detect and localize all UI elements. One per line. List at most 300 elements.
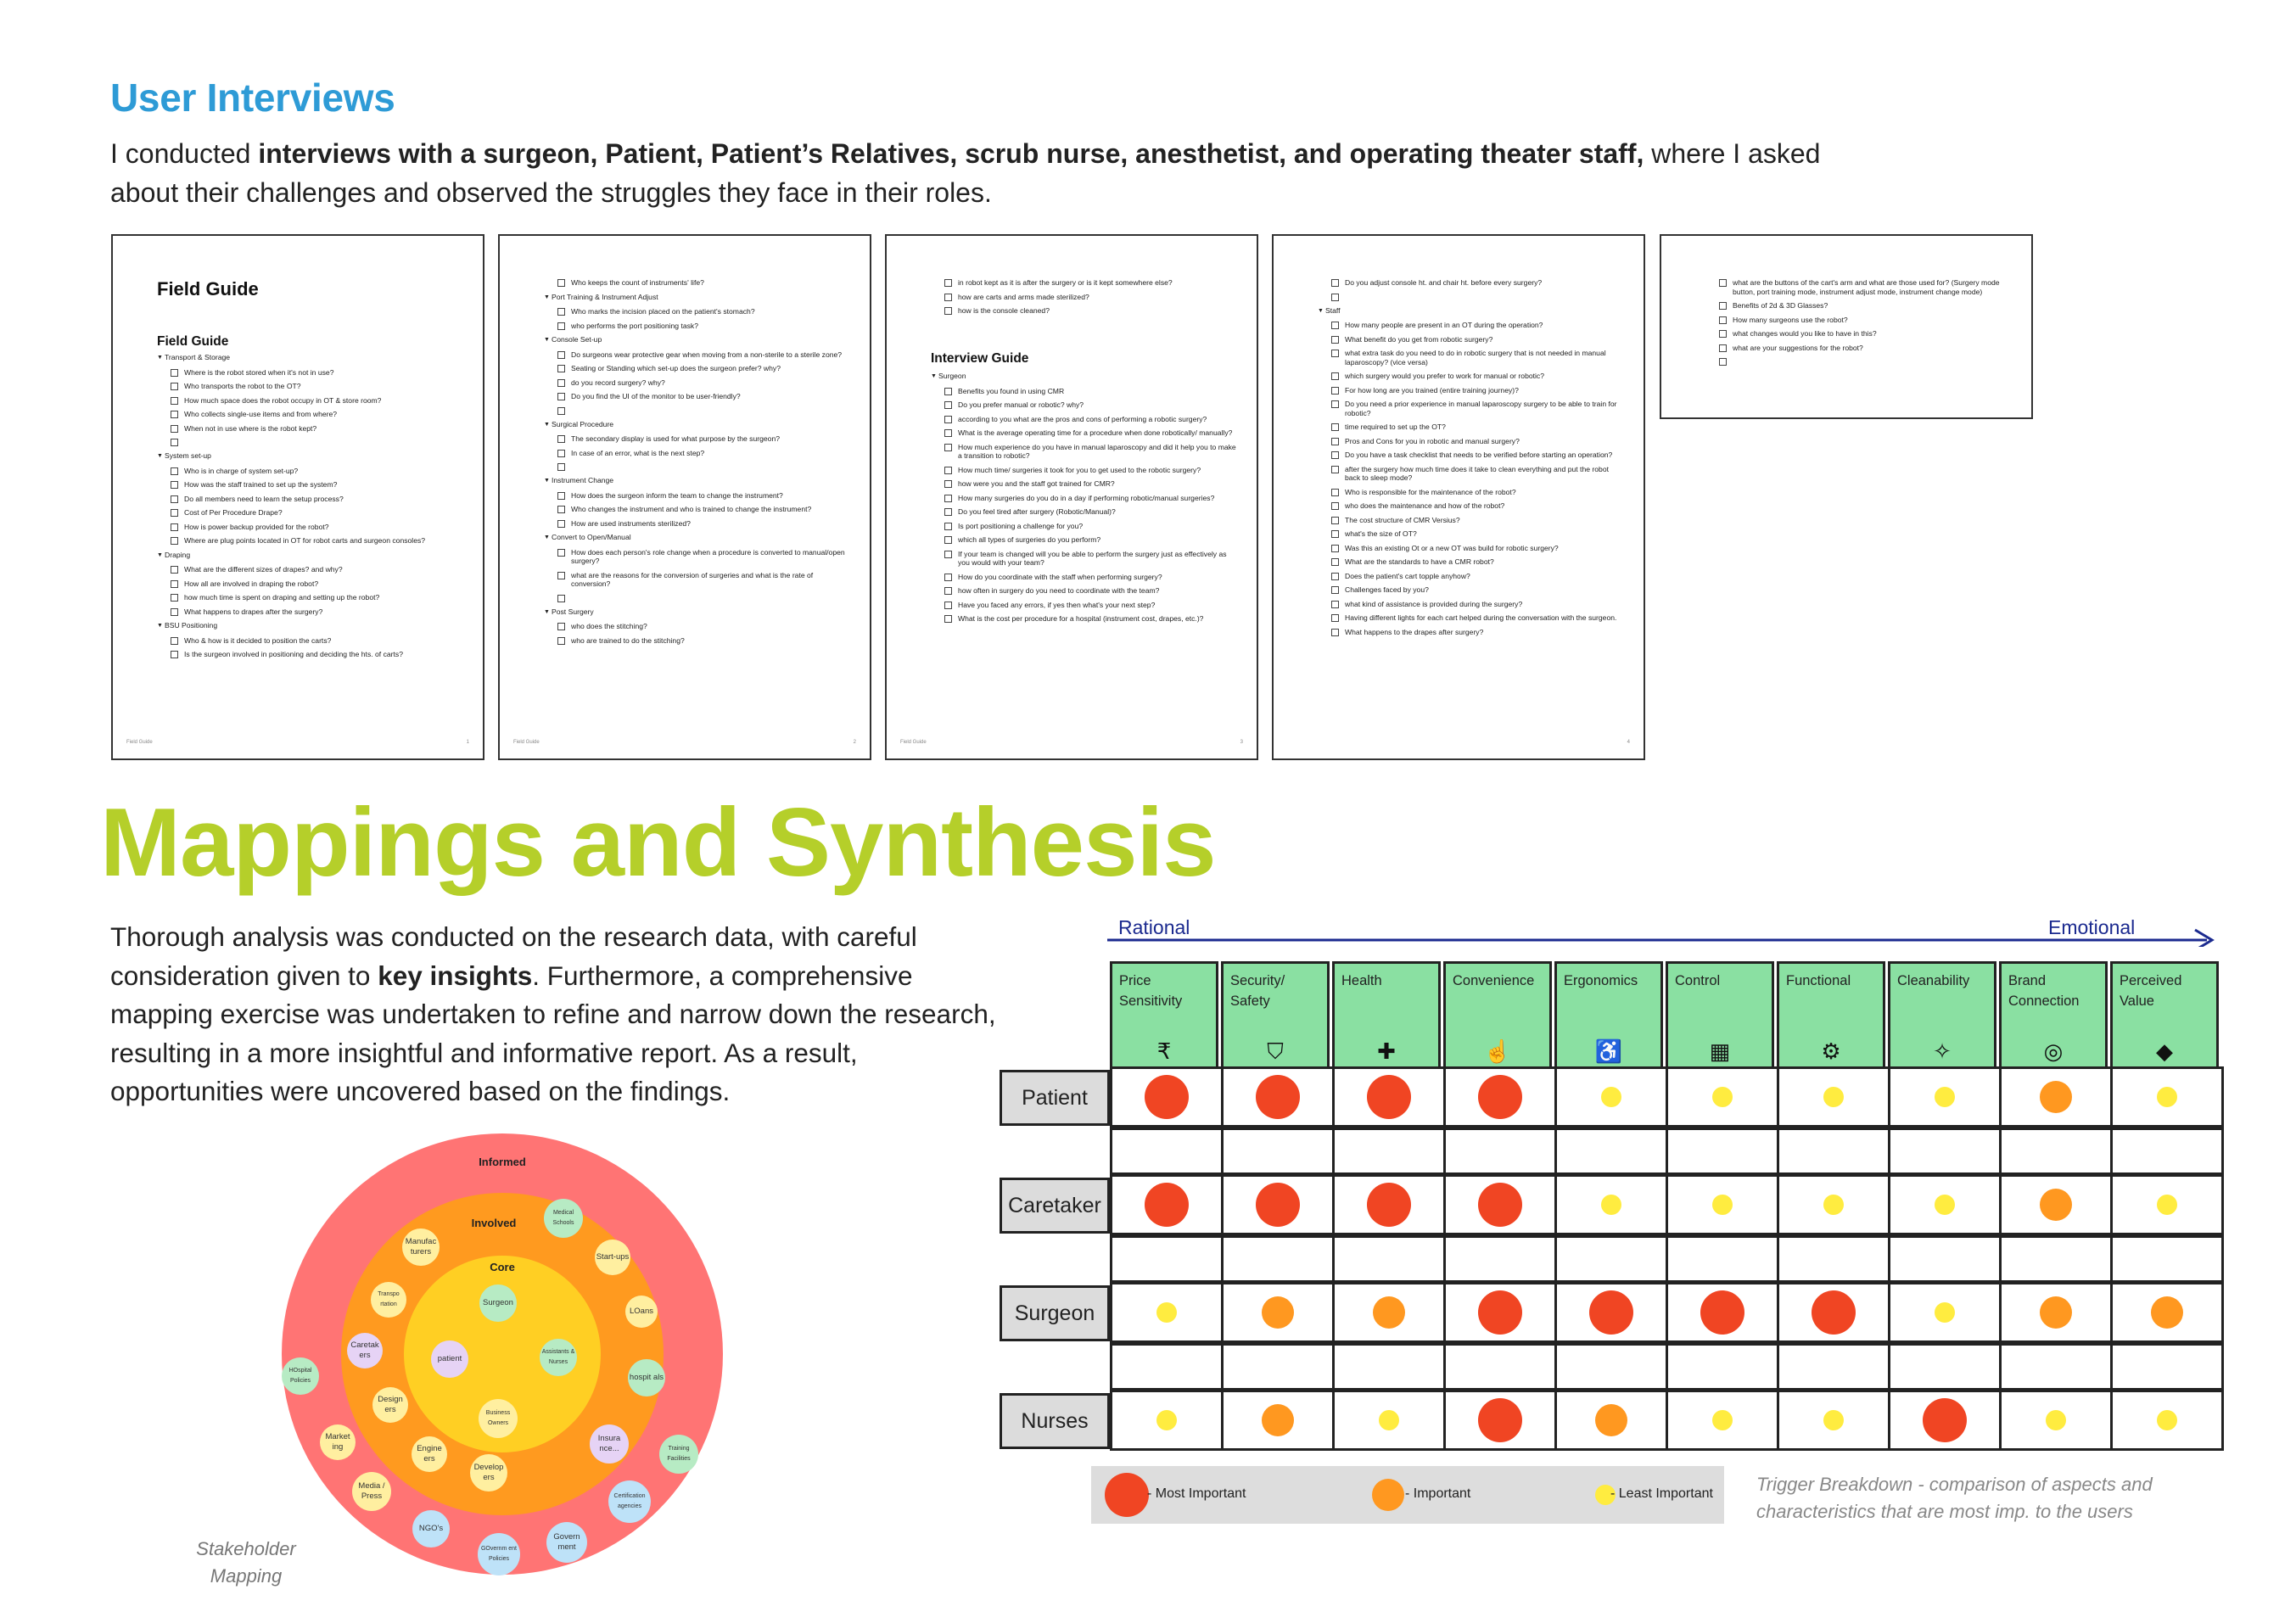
legend-dot	[1372, 1479, 1404, 1511]
guide-question	[557, 462, 849, 471]
guide-section	[931, 372, 1236, 382]
ring-informed-label: Informed	[479, 1156, 526, 1168]
checkbox-icon	[944, 574, 952, 581]
importance-dot	[1712, 1087, 1733, 1107]
guide-question	[1331, 628, 1623, 637]
stakeholder-bubble: Start-ups	[595, 1240, 630, 1275]
aspect-header	[1777, 961, 1885, 1066]
guide-section	[544, 533, 849, 543]
caret-down-icon: ▼	[1318, 307, 1324, 314]
guide-line-text: How much space does the robot occupy in OT & store room?	[184, 395, 382, 405]
guide-question	[557, 406, 849, 415]
guide-line-text: which surgery would you prefer to work for manual or robotic?	[1345, 372, 1545, 380]
ring-involved-label: Involved	[471, 1217, 517, 1229]
spacer-cell	[1554, 1235, 1668, 1283]
importance-dot	[1145, 1075, 1189, 1119]
guide-line-text: Seating or Standing which set-up does the surgeon prefer? why?	[571, 364, 781, 372]
checkbox-icon	[171, 495, 178, 503]
checkbox-icon	[1331, 489, 1339, 496]
spacer-cell	[1999, 1343, 2113, 1391]
guide-line-text: Do you adjust console ht. and chair ht. before every surgery?	[1345, 278, 1543, 287]
importance-dot	[1935, 1195, 1955, 1215]
spacer-cell	[1777, 1343, 1890, 1391]
importance-dot	[1367, 1075, 1411, 1119]
guide-question	[557, 322, 849, 331]
importance-dot	[1823, 1195, 1844, 1215]
importance-dot	[1700, 1290, 1744, 1335]
checkbox-icon	[944, 388, 952, 395]
stakeholder-bubble: hospit als	[628, 1359, 665, 1396]
guide-question	[557, 505, 849, 514]
guide-question	[944, 522, 1236, 531]
spacer-cell	[1666, 1235, 1779, 1283]
stakeholder-bubble: Training Facilities	[659, 1435, 698, 1474]
rating-cell	[1332, 1282, 1446, 1343]
rating-cell	[1443, 1066, 1557, 1128]
stakeholder-bubble: Certification agencies	[608, 1480, 651, 1523]
checkbox-icon	[944, 416, 952, 423]
checkbox-icon	[557, 379, 565, 387]
guide-line-text: How many surgeries do you do in a day if performing robotic/manual surgeries?	[958, 493, 1215, 502]
aspect-header	[1666, 961, 1774, 1066]
footer-left: Field Guide	[513, 740, 540, 745]
guide-line-text: Draping	[165, 550, 191, 559]
page-footer	[126, 740, 469, 745]
importance-dot	[1935, 1302, 1955, 1323]
checkbox-icon	[1331, 466, 1339, 473]
importance-dot	[1601, 1195, 1621, 1215]
aspect-label: Convenience	[1453, 973, 1535, 988]
guide-question	[944, 428, 1236, 438]
checkbox-icon	[1331, 387, 1339, 395]
checkbox-icon	[171, 608, 178, 616]
checkbox-icon	[1331, 601, 1339, 608]
checkbox-icon	[557, 506, 565, 513]
importance-dot	[2040, 1189, 2072, 1221]
spacer-cell	[1110, 1343, 1224, 1391]
stakeholder-bubble: NGO's	[412, 1510, 450, 1547]
rating-cell	[1110, 1390, 1224, 1451]
rating-cell	[1888, 1066, 2002, 1128]
mappings-text-end: . Furthermore, a comprehensive mapping exercise was undertaken to refine and narrow down the research, resulting in a more insightful and informative report. As a result, opportunities were uncovered based on the findings.	[110, 960, 996, 1106]
user-row-label: Caretaker	[1000, 1178, 1110, 1234]
importance-dot	[1812, 1290, 1856, 1335]
checkbox-icon	[944, 551, 952, 558]
checkbox-icon	[557, 520, 565, 528]
guide-question	[171, 368, 462, 378]
importance-dot	[1478, 1290, 1522, 1335]
guide-question	[1719, 301, 2011, 311]
checkbox-icon	[944, 480, 952, 488]
shield-icon: ⛉	[1267, 1038, 1284, 1064]
checkbox-icon	[1331, 322, 1339, 329]
sparkle-icon: ✧	[1933, 1038, 1952, 1064]
guide-line-text: how is the console cleaned?	[958, 306, 1050, 315]
guide-section	[157, 551, 462, 561]
guide-question	[557, 491, 849, 501]
guide-line-text: Post Surgery	[552, 607, 594, 616]
guide-line-text: how were you and the staff got trained for CMR?	[958, 479, 1115, 488]
guide-line-text: How much experience do you have in manual laparoscopy and did it help you to make a transition to robotic?	[958, 442, 1236, 460]
importance-dot	[1156, 1410, 1177, 1430]
footer-left: Field Guide	[126, 740, 153, 745]
checkbox-icon	[1331, 400, 1339, 408]
intro-text-start: I conducted	[110, 138, 259, 169]
stakeholder-bubble: Insura nce...	[590, 1424, 629, 1463]
spacer-cell	[1332, 1128, 1446, 1175]
checkbox-icon	[1331, 545, 1339, 552]
spacer-cell	[2110, 1235, 2224, 1283]
rating-cell	[1888, 1390, 2002, 1451]
guide-question	[1331, 335, 1623, 344]
guide-line-text: how are carts and arms made sterilized?	[958, 292, 1089, 301]
guide-question	[1719, 344, 2011, 353]
importance-dot	[1262, 1296, 1294, 1329]
importance-dot	[1373, 1296, 1405, 1329]
rating-cell	[1999, 1282, 2113, 1343]
guide-question	[1331, 585, 1623, 595]
rupee-icon: ₹	[1156, 1038, 1172, 1064]
guide-line-text: How much time/ surgeries it took for you to get used to the robotic surgery?	[958, 465, 1201, 474]
guide-question	[944, 293, 1236, 302]
user-interviews-intro	[110, 134, 1875, 212]
checkbox-icon	[1331, 372, 1339, 380]
cross-icon: ✚	[1377, 1038, 1396, 1064]
importance-dot	[1256, 1183, 1300, 1227]
guide-question	[1331, 349, 1623, 367]
guide-question	[944, 415, 1236, 424]
stakeholder-bubble: Transpo rtation	[371, 1282, 406, 1318]
checkbox-icon	[171, 425, 178, 433]
guide-section	[544, 335, 849, 345]
stakeholder-bubble: LOans	[625, 1296, 658, 1328]
importance-dot	[2040, 1296, 2072, 1329]
checkbox-icon	[944, 444, 952, 451]
user-row-label: Patient	[1000, 1070, 1110, 1126]
guide-line-text: How are used instruments sterilized?	[571, 518, 691, 528]
guide-question	[944, 306, 1236, 316]
importance-dot	[1712, 1410, 1733, 1430]
guide-question	[557, 519, 849, 529]
caret-down-icon: ▼	[931, 373, 937, 379]
desk-chair-icon: ♿	[1594, 1038, 1623, 1064]
guide-question	[1331, 372, 1623, 381]
rating-cell	[1999, 1066, 2113, 1128]
guide-question	[171, 636, 462, 646]
guide-line-text: If your team is changed will you be able to perform the surgery just as effectively as you would with your team?	[958, 549, 1227, 567]
guide-line-text: Who changes the instrument and who is trained to change the instrument?	[571, 505, 812, 513]
guide-question	[1331, 600, 1623, 609]
guide-line-text: What are the standards to have a CMR robot?	[1345, 557, 1494, 566]
legend-dot	[1105, 1473, 1149, 1517]
rating-cell	[1888, 1282, 2002, 1343]
globe-icon: ◎	[2043, 1038, 2064, 1064]
guide-question	[944, 494, 1236, 503]
stakeholder-bubble: Business Owners	[479, 1399, 518, 1438]
guide-line-text: The cost structure of CMR Versius?	[1345, 515, 1460, 524]
guide-line-text: Challenges faced by you?	[1345, 585, 1429, 594]
stakeholder-bubble: Market ing	[320, 1424, 356, 1460]
guide-question	[557, 449, 849, 458]
importance-dot	[1923, 1398, 1967, 1442]
spacer-cell	[1777, 1235, 1890, 1283]
checkbox-icon	[944, 307, 952, 315]
importance-dot	[1145, 1183, 1189, 1227]
rating-cell	[1221, 1282, 1335, 1343]
guide-line-text: For how long are you trained (entire training journey)?	[1345, 385, 1519, 395]
importance-dot	[1156, 1302, 1177, 1323]
gears-icon: ⚙	[1821, 1038, 1841, 1064]
guide-line-text: Instrument Change	[552, 476, 614, 484]
rating-cell	[1110, 1174, 1224, 1235]
importance-dot	[1712, 1195, 1733, 1215]
guide-line-text: What happens to drapes after the surgery?	[184, 607, 323, 616]
guide-question	[944, 573, 1236, 582]
rating-cell	[1443, 1282, 1557, 1343]
importance-dot	[2046, 1410, 2066, 1430]
guide-line-text: who does the stitching?	[571, 622, 647, 630]
checkbox-icon	[171, 383, 178, 390]
guide-question	[1719, 316, 2011, 325]
guide-line-text: Who & how is it decided to position the carts?	[184, 635, 332, 645]
guide-line-text: How do you coordinate with the staff when performing surgery?	[958, 572, 1162, 581]
field-guide-page	[885, 234, 1258, 760]
spacer-cell	[1221, 1343, 1335, 1391]
checkbox-icon	[944, 536, 952, 544]
guide-question	[557, 622, 849, 631]
checkbox-icon	[1331, 586, 1339, 594]
spacer-cell	[1443, 1235, 1557, 1283]
aspect-header	[1554, 961, 1663, 1066]
footer-page-number: 3	[1240, 740, 1243, 745]
page-footer	[513, 740, 856, 745]
guide-question	[944, 507, 1236, 517]
checkbox-icon	[1719, 358, 1727, 366]
checkbox-icon	[1331, 451, 1339, 459]
checkbox-icon	[557, 407, 565, 415]
caret-down-icon: ▼	[544, 337, 550, 343]
spacer-cell	[1888, 1235, 2002, 1283]
guide-line-text: Do you have a task checklist that needs to be verified before starting an operation?	[1345, 451, 1613, 459]
guide-question	[171, 536, 462, 546]
checkbox-icon	[557, 637, 565, 645]
guide-line-text: Who collects single-use items and from where?	[184, 410, 338, 418]
stakeholder-bubble: Surgeon	[479, 1284, 517, 1322]
user-row-label: Nurses	[1000, 1393, 1110, 1449]
spacer-cell	[1777, 1128, 1890, 1175]
spacer-cell	[1888, 1343, 2002, 1391]
guide-question	[1331, 321, 1623, 330]
guide-line-text: Was this an existing Ot or a new OT was build for robotic surgery?	[1345, 543, 1559, 552]
importance-dot	[1935, 1087, 1955, 1107]
caret-down-icon: ▼	[157, 551, 163, 558]
spacer-cell	[1888, 1128, 2002, 1175]
importance-dot	[1595, 1404, 1627, 1436]
checkbox-icon	[944, 429, 952, 437]
guide-line-text: Do you prefer manual or robotic? why?	[958, 400, 1084, 409]
guide-section	[157, 621, 462, 631]
guide-question	[1331, 400, 1623, 417]
guide-question	[944, 443, 1236, 461]
footer-page-number: 1	[466, 740, 469, 745]
guide-section	[544, 293, 849, 303]
guide-question	[171, 508, 462, 518]
rating-cell	[1221, 1390, 1335, 1451]
guide-question	[1719, 278, 2011, 296]
spacer-cell	[2110, 1343, 2224, 1391]
guide-question	[944, 278, 1236, 288]
checkbox-icon	[171, 369, 178, 377]
stakeholder-bubble: GOvernm ent Policies	[478, 1533, 520, 1575]
rating-cell	[1221, 1066, 1335, 1128]
spacer-cell	[1221, 1235, 1335, 1283]
checkbox-icon	[1331, 502, 1339, 510]
guide-question	[944, 550, 1236, 568]
importance-dot	[1379, 1410, 1399, 1430]
ring-core-label: Core	[490, 1261, 515, 1273]
axis-label-emotional: Emotional	[2048, 916, 2136, 938]
aspect-header	[1110, 961, 1218, 1066]
aspect-label: Cleanability	[1897, 973, 1970, 988]
checkbox-icon	[557, 393, 565, 400]
spacer-cell	[1554, 1343, 1668, 1391]
stakeholder-bubble: Media / Press	[352, 1472, 391, 1511]
guide-question	[1331, 501, 1623, 511]
checkbox-icon	[1719, 344, 1727, 352]
guide-line-text: what kind of assistance is provided during the surgery?	[1345, 599, 1523, 608]
guide-section	[544, 607, 849, 618]
guide-line-text: Do all members need to learn the setup process?	[184, 494, 344, 503]
guide-question	[171, 382, 462, 391]
checkbox-icon	[171, 594, 178, 602]
guide-line-text: how often in surgery do you need to coordinate with the team?	[958, 586, 1160, 595]
legend-label: - Most Important	[1147, 1486, 1246, 1501]
spacer-cell	[1666, 1128, 1779, 1175]
checkbox-icon	[557, 279, 565, 287]
guide-question	[557, 434, 849, 444]
guide-question	[1331, 423, 1623, 432]
stakeholder-bubble: patient	[431, 1340, 468, 1378]
rating-cell	[2110, 1390, 2224, 1451]
stakeholder-bubble: Caretak ers	[347, 1333, 383, 1368]
guide-line-text: time required to set up the OT?	[1345, 423, 1446, 431]
guide-question	[557, 364, 849, 373]
aspect-label: Security/ Safety	[1230, 973, 1285, 1009]
spacer-cell	[1110, 1235, 1224, 1283]
guide-line-text: in robot kept as it is after the surgery or is it kept somewhere else?	[958, 278, 1173, 287]
guide-question	[944, 387, 1236, 396]
rating-cell	[1999, 1390, 2113, 1451]
rating-cell	[1110, 1282, 1224, 1343]
rating-cell	[1443, 1390, 1557, 1451]
matrix-caption: Trigger Breakdown - comparison of aspects and characteristics that are most imp. to the users	[1756, 1474, 2153, 1522]
checkbox-icon	[944, 294, 952, 301]
caret-down-icon: ▼	[544, 421, 550, 428]
guide-section	[157, 353, 462, 363]
stakeholder-bubble: Design ers	[372, 1387, 408, 1423]
page-title: Field Guide	[157, 278, 259, 299]
mappings-title: Mappings and Synthesis	[100, 789, 1216, 897]
guide-question	[171, 480, 462, 490]
rating-cell	[1554, 1066, 1668, 1128]
spacer-cell	[1554, 1128, 1668, 1175]
guide-line-text: What is the cost per procedure for a hospital (instrument cost, drapes, etc.)?	[958, 614, 1204, 623]
guide-line-text: How does the surgeon inform the team to change the instrument?	[571, 490, 783, 500]
guide-line-text: Who is in charge of system set-up?	[184, 466, 299, 475]
checkbox-icon	[557, 365, 565, 372]
checkbox-icon	[1331, 573, 1339, 580]
caret-down-icon: ▼	[157, 623, 163, 629]
guide-question	[1331, 465, 1623, 483]
guide-question	[944, 535, 1236, 545]
checkbox-icon	[944, 495, 952, 502]
aspect-label: Functional	[1786, 973, 1851, 988]
intro-text-end: where I asked about their challenges and observed the struggles they face in their roles.	[110, 138, 1821, 208]
guide-line-text: what changes would you like to have in this?	[1733, 329, 1877, 338]
stakeholder-caption: Stakeholder Mapping	[196, 1538, 296, 1587]
checkbox-icon	[1331, 336, 1339, 344]
aspect-label: Perceived Value	[2120, 973, 2182, 1009]
footer-left: Field Guide	[900, 740, 927, 745]
guide-question	[944, 479, 1236, 489]
guide-question	[1331, 293, 1623, 301]
checkbox-icon	[557, 463, 565, 471]
guide-question	[171, 523, 462, 532]
guide-question	[171, 565, 462, 574]
guide-line-text: according to you what are the pros and cons of performing a robotic surgery?	[958, 414, 1207, 423]
importance-dot	[2157, 1410, 2177, 1430]
rating-cell	[1999, 1174, 2113, 1235]
rating-cell	[1332, 1066, 1446, 1128]
guide-question	[171, 396, 462, 406]
control-panel-icon: ▦	[1709, 1038, 1731, 1064]
guide-section	[157, 451, 462, 462]
guide-question	[944, 400, 1236, 410]
checkbox-icon	[557, 623, 565, 630]
checkbox-icon	[557, 308, 565, 316]
guide-line-text: Convert to Open/Manual	[552, 533, 631, 541]
aspect-label: Brand Connection	[2008, 973, 2080, 1009]
checkbox-icon	[1719, 316, 1727, 324]
rating-cell	[1554, 1282, 1668, 1343]
stakeholder-bubble: HOspital Policies	[282, 1357, 319, 1395]
spacer-cell	[1332, 1343, 1446, 1391]
importance-dot	[1601, 1087, 1621, 1107]
checkbox-icon	[944, 279, 952, 287]
spacer-cell	[1221, 1128, 1335, 1175]
caret-down-icon: ▼	[544, 534, 550, 540]
guide-section	[544, 420, 849, 430]
aspect-header	[1221, 961, 1330, 1066]
guide-line-text: How many surgeons use the robot?	[1733, 315, 1848, 324]
tap-hand-icon: ☝	[1483, 1038, 1512, 1064]
guide-question	[1719, 329, 2011, 339]
importance-dot	[2157, 1195, 2177, 1215]
intro-text-bold: interviews with a surgeon, Patient, Patient’s Relatives, scrub nurse, anesthetist, and operating theater staff,	[258, 138, 1644, 169]
checkbox-icon	[1331, 423, 1339, 431]
guide-question	[1331, 613, 1623, 623]
rating-cell	[1888, 1174, 2002, 1235]
aspect-header	[1888, 961, 1996, 1066]
guide-question	[171, 650, 462, 659]
guide-line-text: Who marks the incision placed on the patient's stomach?	[571, 307, 755, 316]
rating-cell	[1666, 1174, 1779, 1235]
field-guide-page	[498, 234, 871, 760]
guide-line-text: Pros and Cons for you in robotic and manual surgery?	[1345, 436, 1520, 445]
guide-line-text: who are trained to do the stitching?	[571, 635, 685, 645]
footer-page-number: 2	[853, 740, 856, 745]
checkbox-icon	[557, 435, 565, 443]
